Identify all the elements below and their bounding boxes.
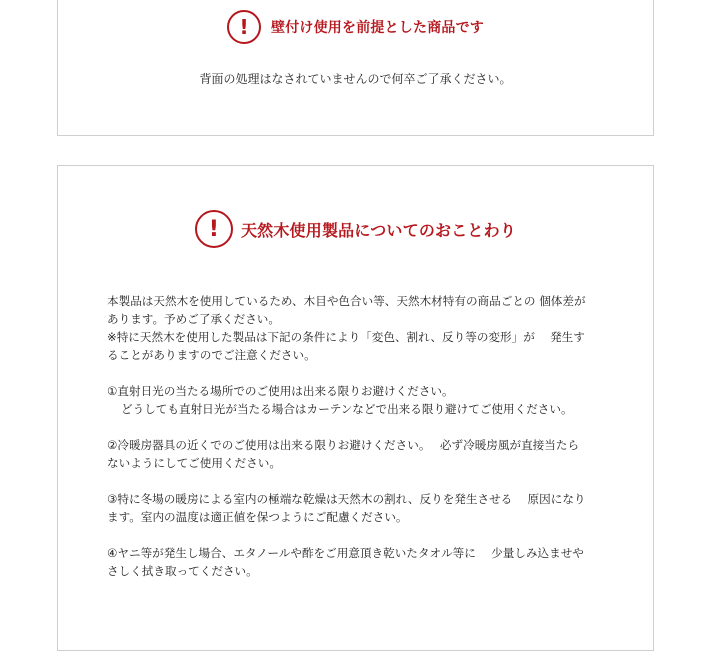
exclamation-icon: ! xyxy=(227,10,261,44)
natural-wood-notice-title: 天然木使用製品についてのおことわり xyxy=(240,220,517,240)
caution-item-line: さしく拭き取ってください。 xyxy=(107,564,258,578)
wall-mount-notice-body: 背面の処理はなされていませんので何卒ご了承ください。 xyxy=(199,72,512,86)
caution-item-line: ます。室内の温度は適正値を保つようにご配慮ください。 xyxy=(107,510,408,524)
caution-item-4 xyxy=(107,544,607,580)
caution-item-line: ②冷暖房器具の近くでのご使用は出来る限りお避けください。 必ず冷暖房風が直接当たら xyxy=(107,438,580,452)
caution-item-line: ①直射日光の当たる場所でのご使用は出来る限りお避けください。 xyxy=(107,384,454,398)
caution-item-2 xyxy=(107,436,607,472)
wall-mount-notice-box xyxy=(57,0,654,136)
natural-wood-notice-heading xyxy=(58,210,653,248)
intro-line: あります。予めご了承ください。 xyxy=(107,312,280,326)
caution-item-3 xyxy=(107,490,607,526)
caution-item-line: ③特に冬場の暖房による室内の極端な乾燥は天然木の割れ、反りを発生させる 原因になり xyxy=(107,492,586,506)
natural-wood-notice-box xyxy=(57,165,654,651)
intro-paragraph xyxy=(107,292,607,364)
natural-wood-notice-body xyxy=(107,292,607,598)
intro-line: 本製品は天然木を使用しているため、木目や色合い等、天然木材特有の商品ごとの 個体差が xyxy=(107,294,586,308)
caution-item-1 xyxy=(107,382,607,418)
exclamation-icon: ! xyxy=(195,210,233,248)
wall-mount-notice-title: 壁付け使用を前提とした商品です xyxy=(271,20,484,36)
caution-item-line: どうしても直射日光が当たる場合はカーテンなどで出来る限り避けてご使用ください。 xyxy=(121,402,573,416)
intro-line: ※特に天然木を使用した製品は下記の条件により「変色、割れ、反り等の変形」が 発生す xyxy=(107,330,585,344)
caution-item-line: ④ヤニ等が発生し場合、エタノールや酢をご用意頂き乾いたタオル等に 少量しみ込ませや xyxy=(107,546,584,560)
wall-mount-notice-heading xyxy=(58,10,653,44)
caution-item-line: ないようにしてご使用ください。 xyxy=(107,456,281,470)
intro-line: ることがありますのでご注意ください。 xyxy=(107,348,316,362)
